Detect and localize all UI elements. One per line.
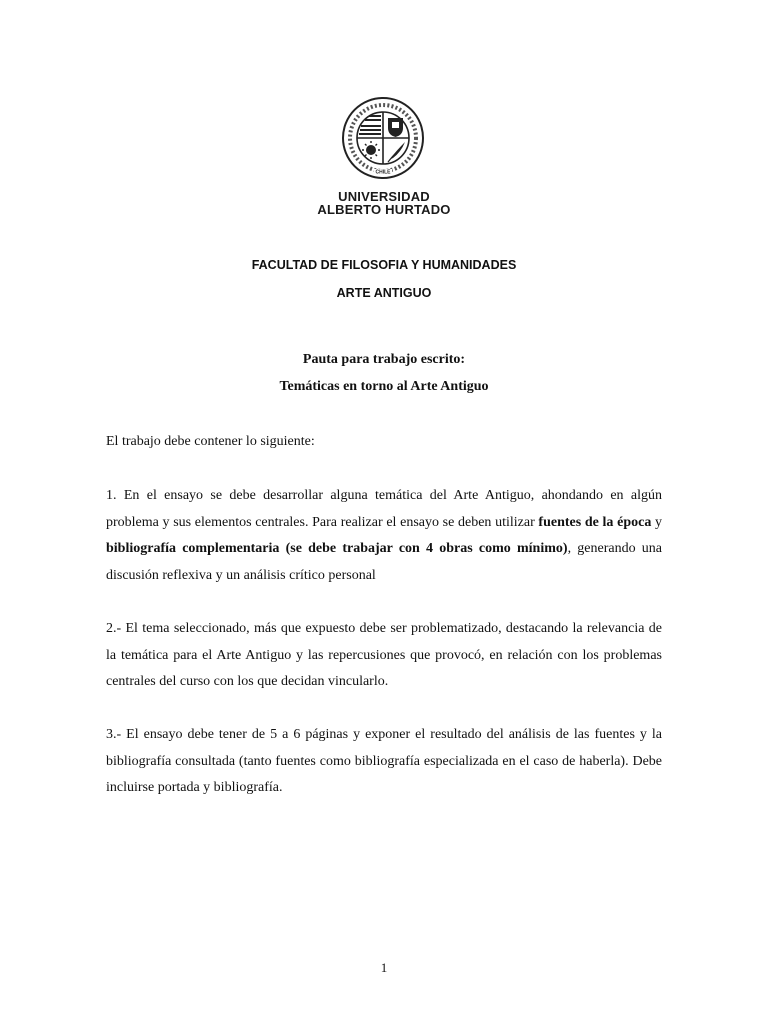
university-seal-logo — [341, 96, 425, 180]
university-name-line1: UNIVERSIDAD — [338, 189, 430, 204]
item-1-text-before: 1. En el ensayo se debe desarrollar alguna temática del Arte Antiguo, ahondando en algún problema y sus elementos centrales. Para realizar el ensayo se deben utilizar — [106, 488, 662, 530]
list-item-3: 3.- El ensayo debe tener de 5 a 6 páginas y exponer el resultado del análisis de las fuentes y la bibliografía consultada (tanto fuentes como bibliografía especializada en el caso de haberla). Debe incluirse portada y bibliografía. — [106, 727, 662, 795]
item-1-bold-bibliography: bibliografía complementaria (se debe trabajar con 4 obras como mínimo) — [106, 541, 568, 556]
intro-paragraph: El trabajo debe contener lo siguiente: — [106, 434, 315, 449]
item-1-bold-sources: fuentes de la época — [538, 514, 652, 530]
university-name — [0, 190, 768, 216]
item-1-text-after: , generando una discusión reflexiva y un análisis crítico personal — [106, 541, 662, 583]
document-subtitle: Temáticas en torno al Arte Antiguo — [279, 379, 489, 394]
list-item-2: 2.- El tema seleccionado, más que expuesto debe ser problematizado, destacando la relevancia de la temática para el Arte Antiguo y las repercusiones que provocó, en relación con los problemas centrales del curso con los que decidan vincularlo. — [106, 621, 662, 689]
list-item-1 — [106, 483, 662, 589]
seal-country-text: CHILE — [375, 169, 391, 176]
item-1-text-middle: y — [651, 514, 663, 530]
course-heading: ARTE ANTIGUO — [336, 286, 432, 300]
university-name-line2: ALBERTO HURTADO — [317, 202, 451, 217]
faculty-heading: FACULTAD DE FILOSOFIA Y HUMANIDADES — [251, 258, 517, 272]
document-title: Pauta para trabajo escrito: — [302, 352, 466, 367]
page-number: 1 — [380, 960, 388, 975]
